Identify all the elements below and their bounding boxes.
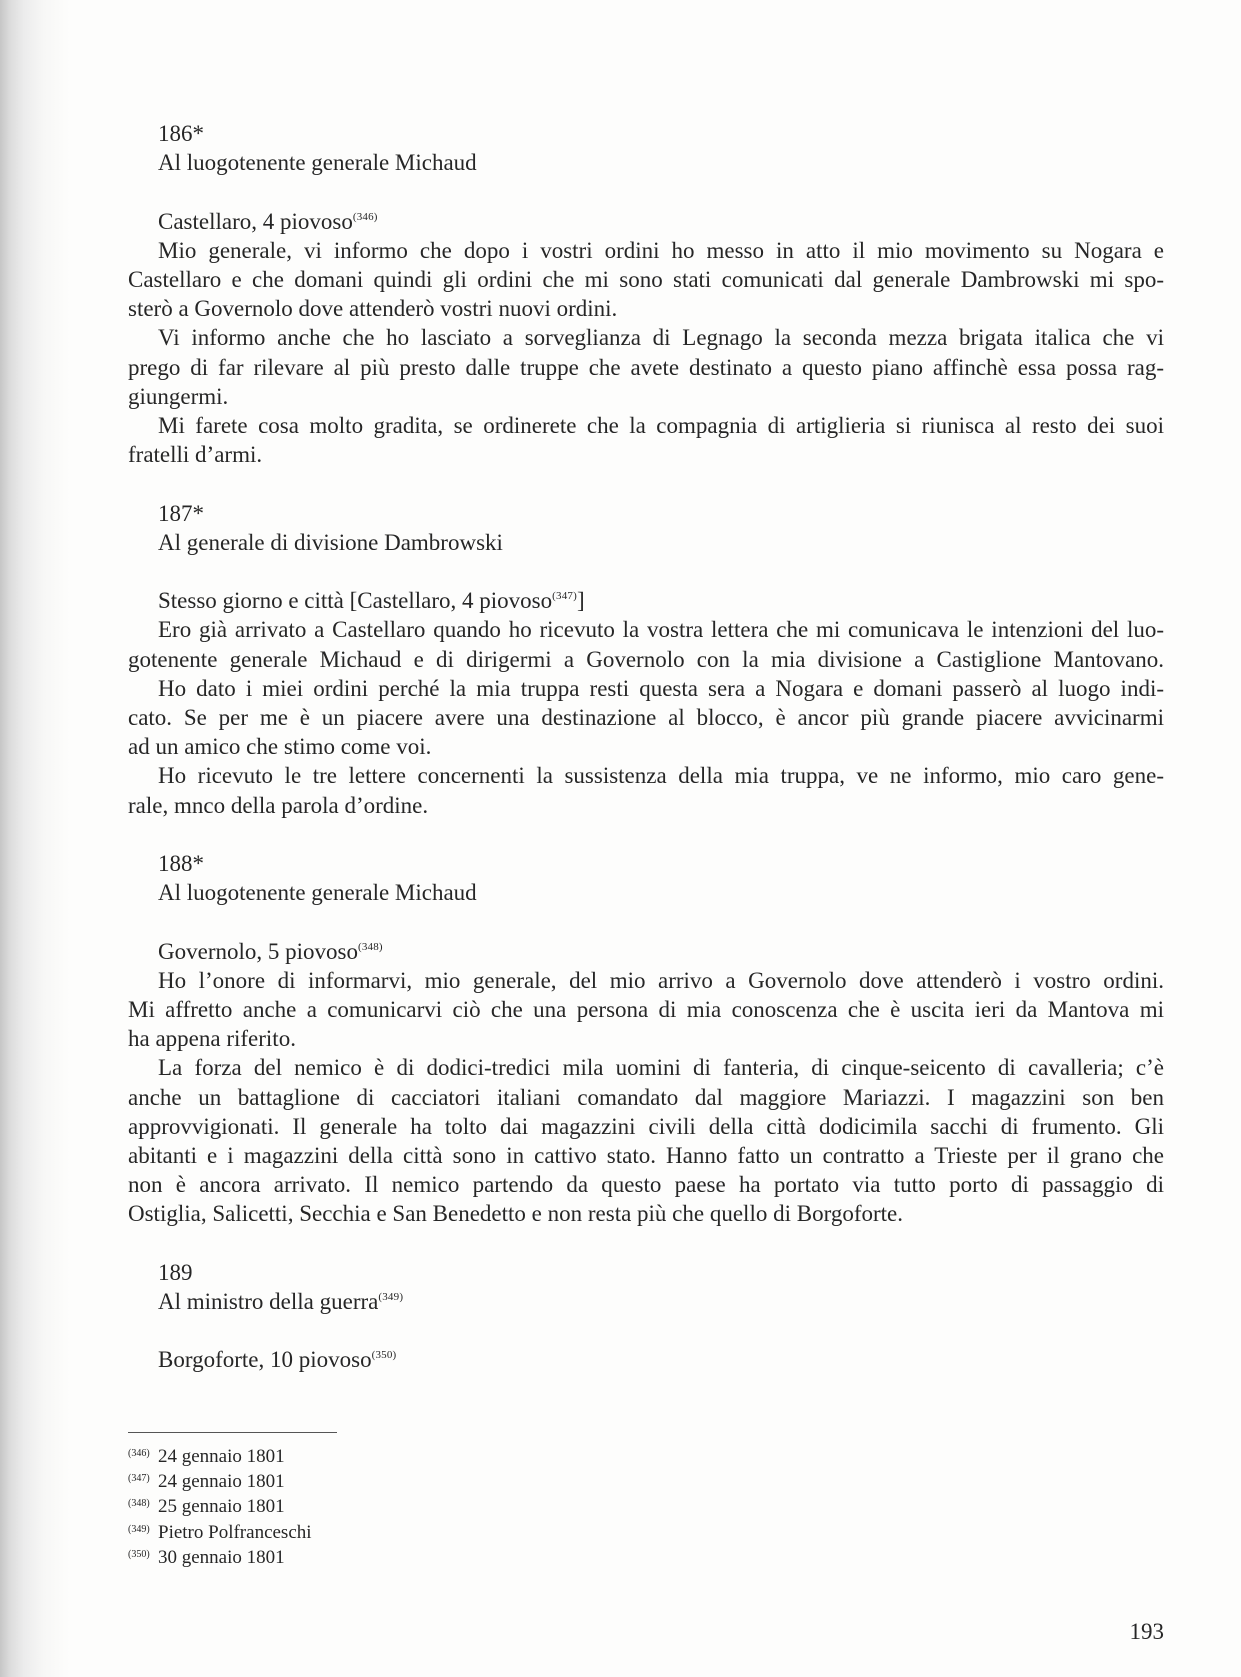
footnote-ref: (347): [552, 590, 577, 603]
page-number: 193: [1129, 1619, 1164, 1644]
place-date-text: Borgoforte, 10 piovoso: [158, 1347, 372, 1373]
text-line: Mi farete cosa molto gradita, se ordinerete che la compagnia di artiglieria si riunisca al resto dei suoi: [158, 413, 1164, 439]
place-date-text: Castellaro, 4 piovoso: [158, 208, 353, 234]
text-line: non è ancora arrivato. Il nemico partendo da questo paese ha portato via tutto porto di passaggio di: [128, 1172, 1164, 1198]
footnote-rule: [128, 1432, 337, 1433]
footnote-marker: (349): [128, 1523, 150, 1535]
letter-recipient: [128, 1287, 1164, 1316]
page-gutter-shadow: [0, 0, 70, 1677]
footnote-marker: (348): [128, 1498, 150, 1510]
letter-recipient: Al generale di divisione Dambrowski: [158, 529, 503, 555]
place-date-suffix: ]: [576, 588, 585, 614]
blank-line: [128, 820, 1164, 849]
paragraph: [128, 411, 1164, 469]
paragraph: [128, 323, 1164, 411]
letter-number: 186*: [158, 121, 204, 146]
text-line: sterò a Governolo dove attenderò vostri nuovi ordini.: [128, 296, 618, 322]
text-line: gotenente generale Michaud e di dirigermi a Governolo con la mia divisione a Castiglione Mantovano.: [128, 646, 1164, 672]
footnotes: [128, 1444, 312, 1570]
letter-number: 187*: [158, 500, 204, 526]
letter-recipient: Al luogotenente generale Michaud: [158, 880, 477, 906]
blank-line: [128, 469, 1164, 498]
text-line: ha appena riferito.: [128, 1026, 296, 1052]
text-line: Mio generale, vi informo che dopo i vostri ordini ho messo in atto il mio movimento su Nogara e: [158, 237, 1164, 263]
footnote-marker: (347): [128, 1473, 150, 1485]
blank-line: [128, 557, 1164, 586]
letter-place-date: [128, 937, 1164, 966]
text-line: Ero già arrivato a Castellaro quando ho ricevuto la vostra lettera che mi comunicava le intenzioni del luo-: [158, 617, 1164, 643]
letter-recipient: Al luogotenente generale Michaud: [158, 150, 477, 176]
footnote-text: Pietro Polfranceschi: [158, 1521, 312, 1543]
recipient-text: Al ministro della guerra: [158, 1289, 379, 1315]
footnote-text: 24 gennaio 1801: [158, 1471, 285, 1493]
text-line: anche un battaglione di cacciatori italiani comandato dal maggiore Mariazzi. I magazzini son ben: [128, 1084, 1164, 1110]
footnote-ref: (349): [378, 1291, 404, 1304]
text-line: giungermi.: [128, 383, 229, 409]
footnote-text: 24 gennaio 1801: [158, 1446, 285, 1467]
letter-188: [128, 849, 1164, 1229]
text-line: ad un amico che stimo come voi.: [128, 734, 432, 760]
paragraph: [128, 615, 1164, 673]
footnote-text: 30 gennaio 1801: [158, 1546, 285, 1568]
text-line: Ostiglia, Salicetti, Secchia e San Benedetto e non resta più che quello di Borgoforte.: [128, 1201, 903, 1227]
footnote-item: [128, 1545, 312, 1570]
paragraph: [128, 236, 1164, 324]
letter-place-date: [128, 207, 1164, 236]
text-line: Ho dato i miei ordini perché la mia truppa resti questa sera a Nogara e domani passerò al luogo indi-: [158, 675, 1164, 701]
blank-line: [128, 1229, 1164, 1258]
place-date-text: Stesso giorno e città [Castellaro, 4 piovoso: [158, 588, 553, 614]
text-line: Vi informo anche che ho lasciato a sorveglianza di Legnago la seconda mezza brigata italica che vi: [158, 325, 1164, 351]
letter-number: 188*: [158, 851, 204, 877]
footnote-marker: (350): [128, 1548, 150, 1560]
blank-line: [128, 177, 1164, 206]
text-line: Ho ricevuto le tre lettere concernenti la sussistenza della mia truppa, ve ne informo, mio caro gene-: [158, 763, 1164, 789]
letter-number: 189: [158, 1259, 193, 1285]
footnote-text: 25 gennaio 1801: [158, 1496, 285, 1518]
text-line: rale, mnco della parola d’ordine.: [128, 792, 429, 818]
letter-186: [128, 119, 1164, 469]
letter-187: [128, 499, 1164, 820]
blank-line: [128, 1316, 1164, 1345]
text-line: Castellaro e che domani quindi gli ordini che mi sono stati comunicati dal generale Dambrowski mi spo-: [128, 267, 1164, 292]
paragraph: [128, 674, 1164, 762]
text-line: Ho l’onore di informarvi, mio generale, del mio arrivo a Governolo dove attenderò i vostro ordini.: [158, 967, 1164, 993]
blank-line: [128, 907, 1164, 936]
letter-place-date: [128, 586, 1164, 615]
text-line: Mi affretto anche a comunicarvi ciò che una persona di mia conoscenza che è uscita ieri da Mantova mi: [128, 997, 1164, 1023]
text-line: cato. Se per me è un piacere avere una destinazione al blocco, è ancor più grande piacere avvicinarmi: [128, 705, 1164, 731]
footnote-marker: (346): [128, 1448, 150, 1459]
page-body: [128, 119, 1164, 1375]
letter-place-date: [128, 1345, 1164, 1374]
paragraph: [128, 1053, 1164, 1228]
paragraph: [128, 761, 1164, 819]
footnote-ref: (348): [357, 940, 383, 953]
paragraph: [128, 966, 1164, 1054]
text-line: fratelli d’armi.: [128, 442, 263, 468]
footnote-ref: (346): [352, 210, 378, 223]
text-line: prego di far rilevare al più presto dalle truppe che avete destinato a questo piano affinchè essa possa rag-: [128, 354, 1164, 380]
footnote-ref: (350): [371, 1349, 397, 1362]
text-line: La forza del nemico è di dodici-tredici mila uomini di fanteria, di cinque-seicento di cavalleria; c’è: [158, 1055, 1164, 1081]
place-date-text: Governolo, 5 piovoso: [158, 938, 358, 964]
text-line: abitanti e i magazzini della città sono in cattivo stato. Hanno fatto un contratto a Trieste per il grano che: [128, 1143, 1164, 1169]
text-line: approvvigionati. Il generale ha tolto dai magazzini civili della città dodicimila sacchi di frumento. Gli: [128, 1113, 1164, 1139]
letter-189: [128, 1258, 1164, 1375]
